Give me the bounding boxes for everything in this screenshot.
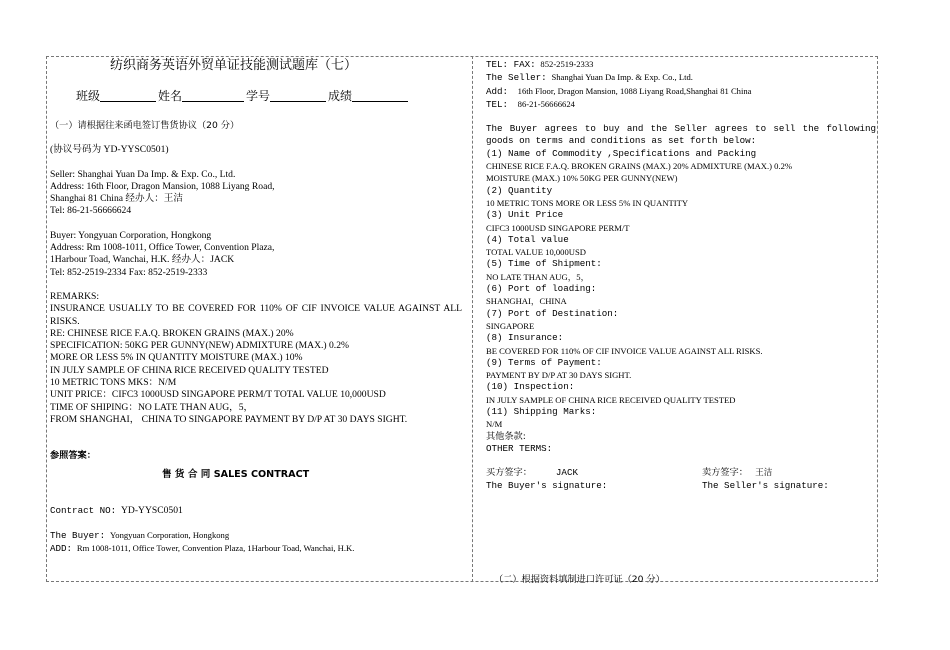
contract-title: 售 货 合 同 SALES CONTRACT xyxy=(162,468,310,480)
add-label: ADD: xyxy=(50,543,73,555)
item-6-value: SHANGHAI，CHINA xyxy=(486,296,567,307)
seller-tel-label: TEL: xyxy=(486,98,509,110)
seller-tel-value: 86-21-56666624 xyxy=(517,98,575,109)
item-1-label: (1) Name of Commodity ,Specifications and Packing xyxy=(486,147,757,159)
name-blank xyxy=(182,90,244,102)
section-1-heading: （一）请根据往来函电签订售货协议（20 分） xyxy=(50,120,240,131)
seller-line: Seller: Shanghai Yuan Da Imp. & Exp. Co., Ltd. xyxy=(50,168,236,180)
remarks-label: REMARKS: xyxy=(50,290,100,302)
remarks-line: UNIT PRICE：CIFC3 1000USD SINGAPORE PERM/T TOTAL VALUE 10,000USD xyxy=(50,389,386,401)
tel-fax-line xyxy=(486,58,876,71)
exam-title: 纺织商务英语外贸单证技能测试题库（七） xyxy=(110,58,358,73)
item-4-value: TOTAL VALUE 10,000USD xyxy=(486,247,586,258)
seller-tel-line xyxy=(486,98,876,111)
seller-sign-cn: 卖方签字： xyxy=(702,467,748,479)
seller-add-line xyxy=(486,85,876,98)
signature-row-en xyxy=(486,480,876,492)
buyer-tel-line: Tel: 852-2519-2334 Fax: 852-2519-2333 xyxy=(50,266,208,278)
class-label: 班级 xyxy=(76,89,101,103)
remarks-line: MORE OR LESS 5% IN QUANTITY MOISTURE (MAX.) 10% xyxy=(50,352,303,364)
remarks-line: RE: CHINESE RICE F.A.Q. BROKEN GRAINS (MAX.) 20% xyxy=(50,327,294,339)
item-3-label: (3) Unit Price xyxy=(486,209,564,221)
agreement-text: The Buyer agrees to buy and the Seller agrees to sell the following goods on terms and conditions as set forth below: xyxy=(486,123,876,147)
item-6-label: (6) Port of loading: xyxy=(486,283,597,295)
student-no-blank xyxy=(270,90,326,102)
right-column xyxy=(486,58,876,586)
buyer-signature-label: The Buyer's signature: xyxy=(486,479,608,491)
remarks-line: IN JULY SAMPLE OF CHINA RICE RECEIVED QUALITY TESTED xyxy=(50,364,329,376)
item-8-label: (8) Insurance: xyxy=(486,332,564,344)
student-info-line xyxy=(50,90,462,110)
item-11-value: N/M xyxy=(486,419,503,430)
section-2-heading: （二）根据资料填制进口许可证（20 分） xyxy=(494,573,665,585)
remarks-line: 10 METRIC TONS MKS：N/M xyxy=(50,377,177,389)
seller-address-line: Address: 16th Floor, Dragon Mansion, 1088 Liyang Road, xyxy=(50,180,275,192)
item-9-label: (9) Terms of Payment: xyxy=(486,356,602,368)
score-label: 成绩 xyxy=(328,89,353,103)
item-8-value: BE COVERED FOR 110% OF CIF INVOICE VALUE AGAINST ALL RISKS. xyxy=(486,345,763,356)
item-10-value: IN JULY SAMPLE OF CHINA RICE RECEIVED QUALITY TESTED xyxy=(486,394,736,405)
buyer-line: Buyer: Yongyuan Corporation, Hongkong xyxy=(50,229,212,241)
class-blank xyxy=(100,90,156,102)
buyer-address-line: 1Harbour Toad, Wanchai, H.K. 经办人：JACK xyxy=(50,254,235,266)
remarks-line: INSURANCE USUALLY TO BE COVERED FOR 110% OF CIF INVOICE VALUE AGAINST ALL RISKS. xyxy=(50,303,462,327)
seller-sign-name: 王洁 xyxy=(755,468,773,479)
item-4-label: (4) Total value xyxy=(486,233,569,245)
buyer-name: Yongyuan Corporation, Hongkong xyxy=(109,530,230,541)
buyer-label: The Buyer: xyxy=(50,530,106,542)
item-9-value: PAYMENT BY D/P AT 30 DAYS SIGHT. xyxy=(486,370,632,381)
item-7-value: SINGAPORE xyxy=(486,320,535,331)
item-10-label: (10) Inspection: xyxy=(486,381,575,393)
seller-label: The Seller: xyxy=(486,72,547,84)
column-divider xyxy=(472,56,473,582)
seller-add-value: 16th Floor, Dragon Mansion, 1088 Liyang Road,Shanghai 81 China xyxy=(517,85,752,96)
tel-fax-value: 852-2519-2333 xyxy=(540,59,594,69)
left-column xyxy=(50,58,462,556)
item-2-label: (2) Quantity xyxy=(486,184,553,196)
seller-signature-label: The Seller's signature: xyxy=(702,479,829,491)
seller-tel-line: Tel: 86-21-56666624 xyxy=(50,205,132,217)
other-terms-en: OTHER TERMS: xyxy=(486,442,553,454)
contract-no-value: YD-YYSC0501 xyxy=(120,504,183,516)
name-label: 姓名 xyxy=(158,89,183,103)
score-blank xyxy=(352,90,408,102)
answer-label: 参照答案： xyxy=(50,450,96,462)
seller-add-label: Add: xyxy=(486,85,509,97)
seller-address-line: Shanghai 81 China 经办人：王洁 xyxy=(50,193,183,205)
contract-buyer-line xyxy=(50,529,462,542)
item-11-label: (11) Shipping Marks: xyxy=(486,406,597,418)
item-7-label: (7) Port of Destination: xyxy=(486,307,619,319)
agreement-number: (协议号码为 YD-YYSC0501) xyxy=(50,144,169,156)
add-value: Rm 1008-1011, Office Tower, Convention Plaza, 1Harbour Toad, Wanchai, H.K. xyxy=(76,543,355,554)
remarks-line: TIME OF SHIPING：NO LATE THAN AUG，5， xyxy=(50,401,254,413)
contract-number-line xyxy=(50,505,462,517)
buyer-sign-cn: 买方签字： xyxy=(486,467,532,479)
buyer-address-line: Address: Rm 1008-1011, Office Tower, Convention Plaza, xyxy=(50,242,275,254)
remarks-line: FROM SHANGHAI， CHINA TO SINGAPORE PAYMENT BY D/P AT 30 DAYS SIGHT. xyxy=(50,413,408,425)
signature-row-cn xyxy=(486,467,876,479)
contract-add-line xyxy=(50,542,462,555)
item-3-value: CIFC3 1000USD SINGAPORE PERM/T xyxy=(486,222,630,233)
student-no-label: 学号 xyxy=(246,89,271,103)
item-1-line: MOISTURE (MAX.) 10% 50KG PER GUNNY(NEW) xyxy=(486,173,678,184)
buyer-sign-name: JACK xyxy=(555,467,578,479)
tel-fax-label: TEL: FAX: xyxy=(486,59,536,70)
item-5-label: (5) Time of Shipment: xyxy=(486,258,602,270)
item-5-value: NO LATE THAN AUG，5， xyxy=(486,271,590,282)
contract-no-label: Contract NO: xyxy=(50,504,117,516)
seller-value: Shanghai Yuan Da Imp. & Exp. Co., Ltd. xyxy=(551,72,693,83)
seller-line xyxy=(486,71,876,84)
item-2-value: 10 METRIC TONS MORE OR LESS 5% IN QUANTITY xyxy=(486,197,689,208)
remarks-line: SPECIFICATION: 50KG PER GUNNY(NEW) ADMIXTURE (MAX.) 0.2% xyxy=(50,340,349,352)
other-terms-cn: 其他条款: xyxy=(486,430,526,442)
item-1-line: CHINESE RICE F.A.Q. BROKEN GRAINS (MAX.) 20% ADMIXTURE (MAX.) 0.2% xyxy=(486,161,793,172)
